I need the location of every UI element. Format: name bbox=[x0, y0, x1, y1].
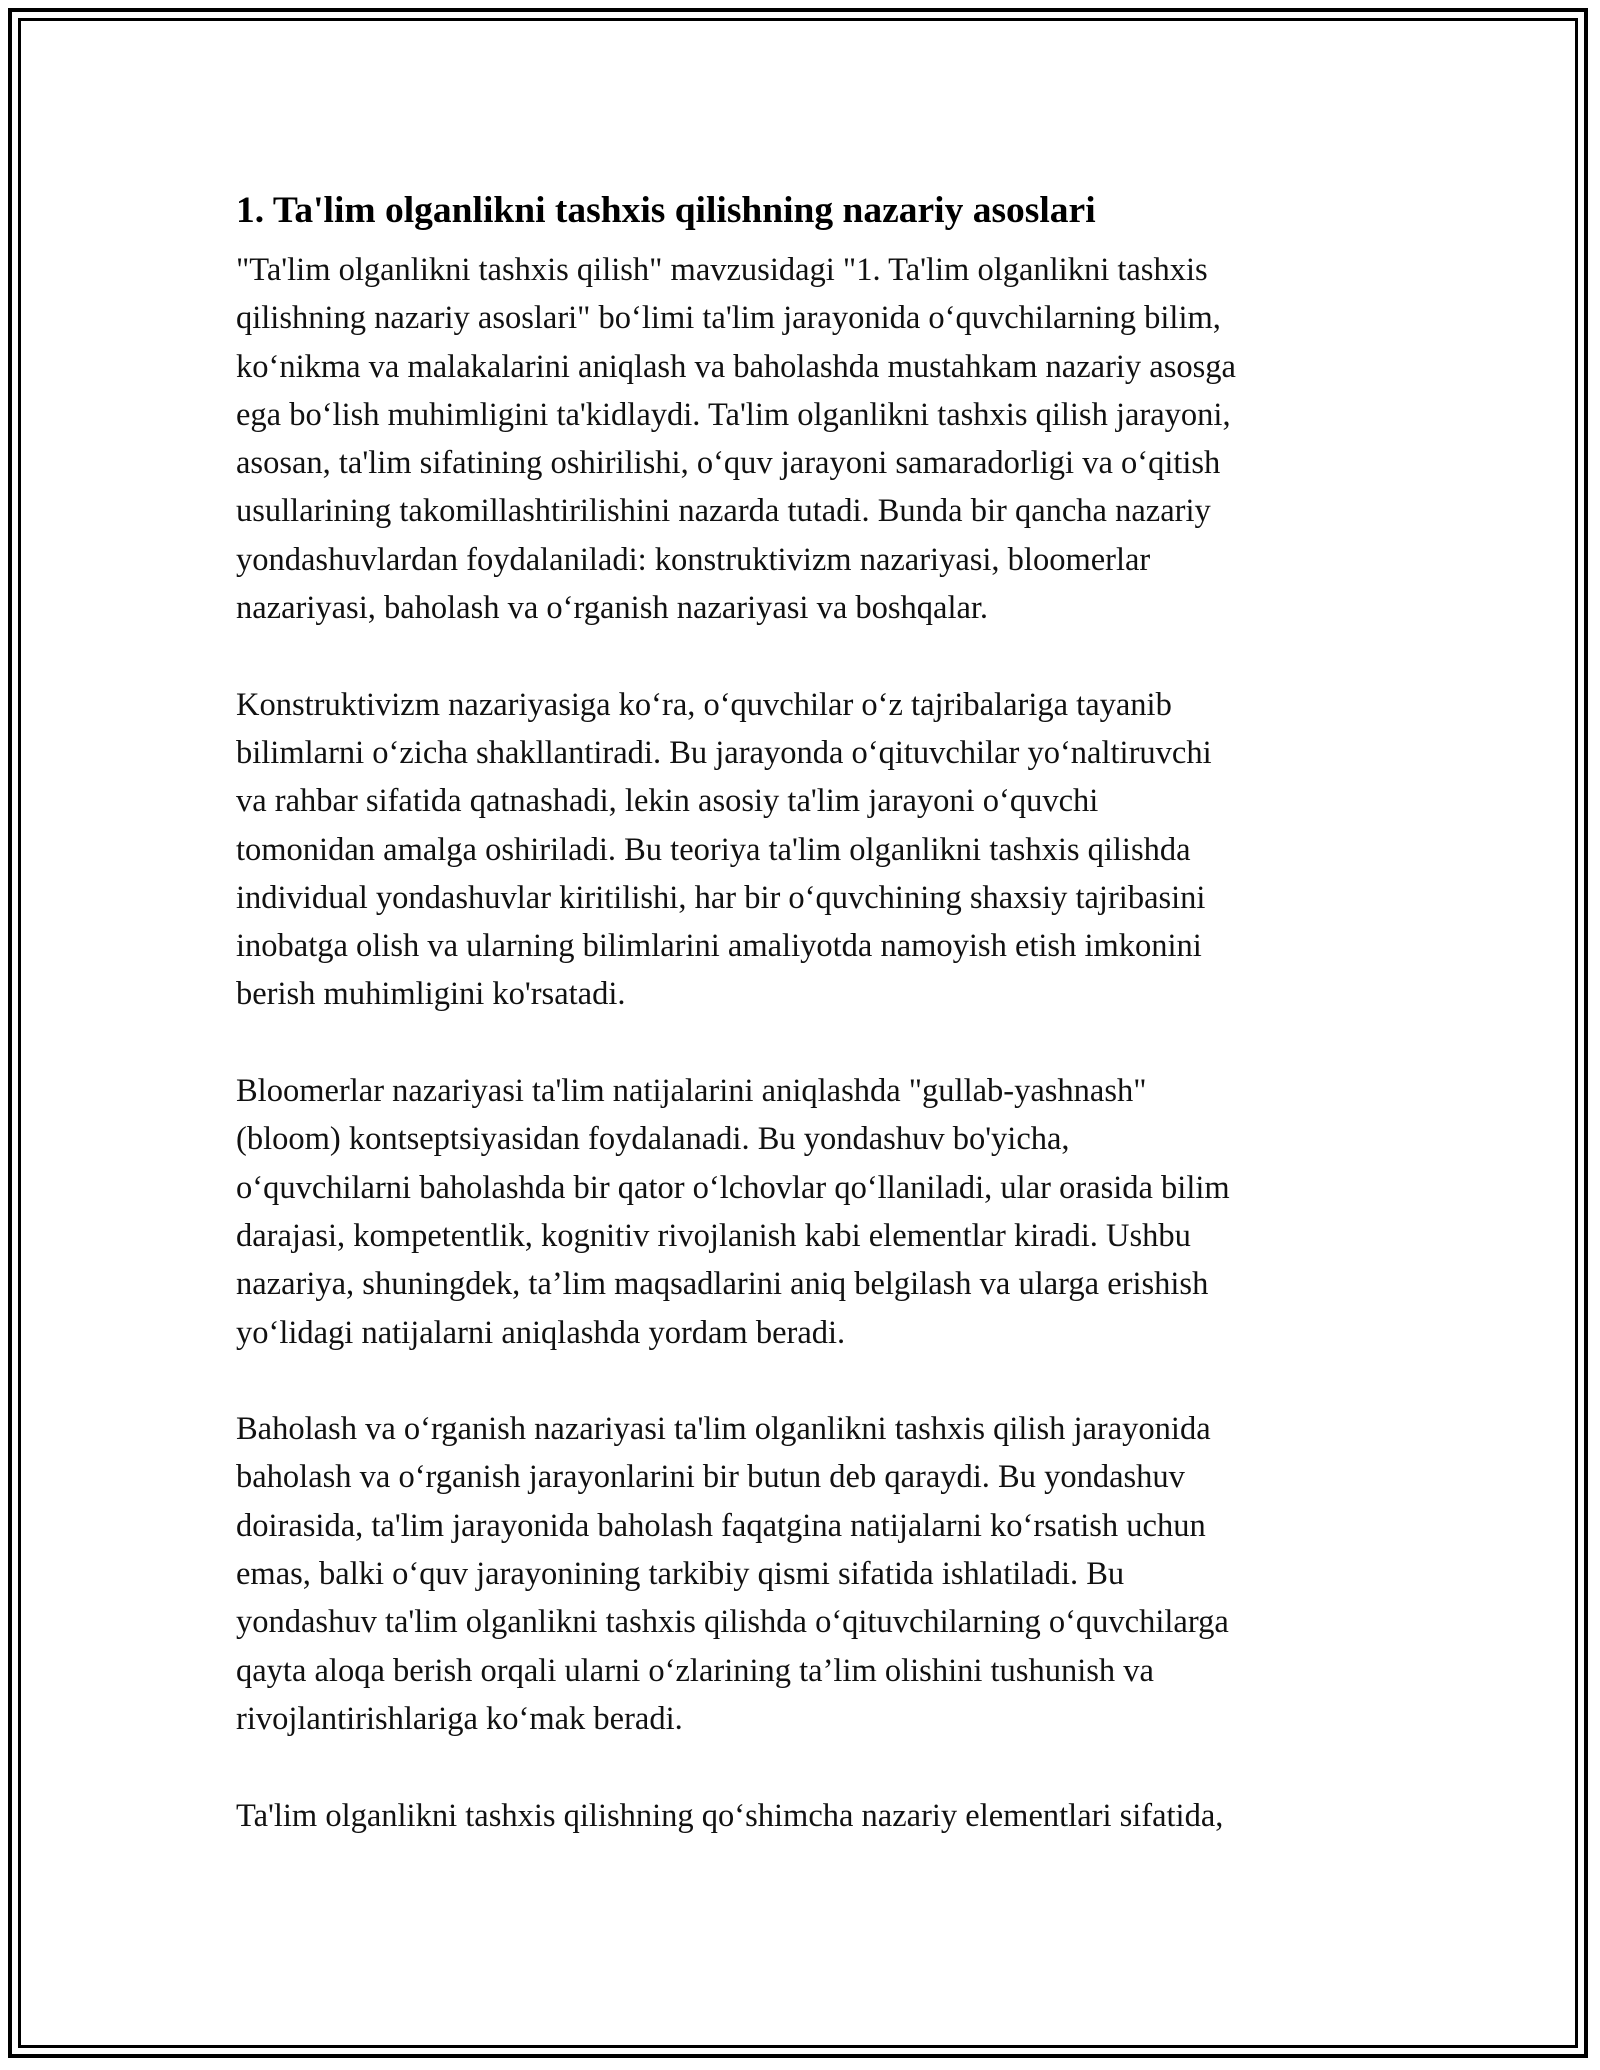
paragraph-line: baholash va o‘rganish jarayonlarini bir butun deb qaraydi. Bu yondashuv bbox=[236, 1459, 1185, 1496]
paragraph-bloom bbox=[236, 1067, 1386, 1357]
paragraph-assessment bbox=[236, 1405, 1386, 1743]
paragraph-line: Baholash va o‘rganish nazariyasi ta'lim olganlikni tashxis qilish jarayonida bbox=[236, 1411, 1211, 1448]
paragraph-constructivism bbox=[236, 681, 1386, 1019]
paragraph-line: qilishning nazariy asoslari" bo‘limi ta'lim jarayonida o‘quvchilarning bilim, bbox=[236, 300, 1221, 337]
paragraph-line: tomonidan amalga oshiriladi. Bu teoriya ta'lim olganlikni tashxis qilishda bbox=[236, 831, 1191, 868]
paragraph-line: Ta'lim olganlikni tashxis qilishning qo‘shimcha nazariy elementlari sifatida, bbox=[236, 1797, 1224, 1834]
paragraph-line: inobatga olish va ularning bilimlarini amaliyotda namoyish etish imkonini bbox=[236, 928, 1202, 965]
paragraph-line: usullarining takomillashtirilishini nazarda tutadi. Bunda bir qancha nazariy bbox=[236, 493, 1211, 530]
paragraph-line: doirasida, ta'lim jarayonida baholash faqatgina natijalarni ko‘rsatish uchun bbox=[236, 1507, 1206, 1544]
paragraph-line: nazariya, shuningdek, ta’lim maqsadlarini aniq belgilash va ularga erishish bbox=[236, 1266, 1209, 1303]
paragraph-line: nazariyasi, baholash va o‘rganish nazariyasi va boshqalar. bbox=[236, 590, 989, 627]
paragraph-line: (bloom) kontseptsiyasidan foydalanadi. Bu yondashuv bo'yicha, bbox=[236, 1121, 1070, 1158]
paragraph-line: yondashuvlardan foydalaniladi: konstruktivizm nazariyasi, bloomerlar bbox=[236, 541, 1151, 578]
paragraph-line: rivojlantirishlariga ko‘mak beradi. bbox=[236, 1700, 683, 1737]
paragraph-line: emas, balki o‘quv jarayonining tarkibiy qismi sifatida ishlatiladi. Bu bbox=[236, 1556, 1125, 1593]
paragraph-line: Konstruktivizm nazariyasiga ko‘ra, o‘quvchilar o‘z tajribalariga tayanib bbox=[236, 686, 1172, 723]
paragraph-line: qayta aloqa berish orqali ularni o‘zlarining ta’lim olishini tushunish va bbox=[236, 1652, 1154, 1689]
paragraph-line: berish muhimligini ko'rsatadi. bbox=[236, 976, 626, 1013]
paragraph-line: ega bo‘lish muhimligini ta'kidlaydi. Ta'lim olganlikni tashxis qilish jarayoni, bbox=[236, 396, 1231, 433]
paragraph-intro bbox=[236, 246, 1386, 632]
paragraph-line: o‘quvchilarni baholashda bir qator o‘lchovlar qo‘llaniladi, ular orasida bilim bbox=[236, 1169, 1230, 1206]
paragraph-line: bilimlarni o‘zicha shakllantiradi. Bu jarayonda o‘qituvchilar yo‘naltiruvchi bbox=[236, 734, 1212, 771]
paragraph-line: ko‘nikma va malakalarini aniqlash va baholashda mustahkam nazariy asosga bbox=[236, 348, 1236, 385]
paragraph-line: individual yondashuvlar kiritilishi, har bir o‘quvchining shaxsiy tajribasini bbox=[236, 879, 1206, 916]
paragraph-line: yondashuv ta'lim olganlikni tashxis qilishda o‘qituvchilarning o‘quvchilarga bbox=[236, 1604, 1229, 1641]
paragraph-line: darajasi, kompetentlik, kognitiv rivojlanish kabi elementlar kiradi. Ushbu bbox=[236, 1217, 1191, 1254]
paragraph-line: Bloomerlar nazariyasi ta'lim natijalarini aniqlashda "gullab-yashnash" bbox=[236, 1073, 1147, 1110]
section-heading: 1. Ta'lim olganlikni tashxis qilishning nazariy asoslari bbox=[236, 190, 1096, 231]
document-body bbox=[236, 184, 1386, 1888]
paragraph-line: yo‘lidagi natijalarni aniqlashda yordam beradi. bbox=[236, 1314, 846, 1351]
paragraph-line: va rahbar sifatida qatnashadi, lekin asosiy ta'lim jarayoni o‘quvchi bbox=[236, 783, 1099, 820]
paragraph-additional bbox=[236, 1792, 1386, 1840]
paragraph-line: "Ta'lim olganlikni tashxis qilish" mavzusidagi "1. Ta'lim olganlikni tashxis bbox=[236, 252, 1208, 288]
paragraph-line: asosan, ta'lim sifatining oshirilishi, o‘quv jarayoni samaradorligi va o‘qitish bbox=[236, 445, 1221, 482]
